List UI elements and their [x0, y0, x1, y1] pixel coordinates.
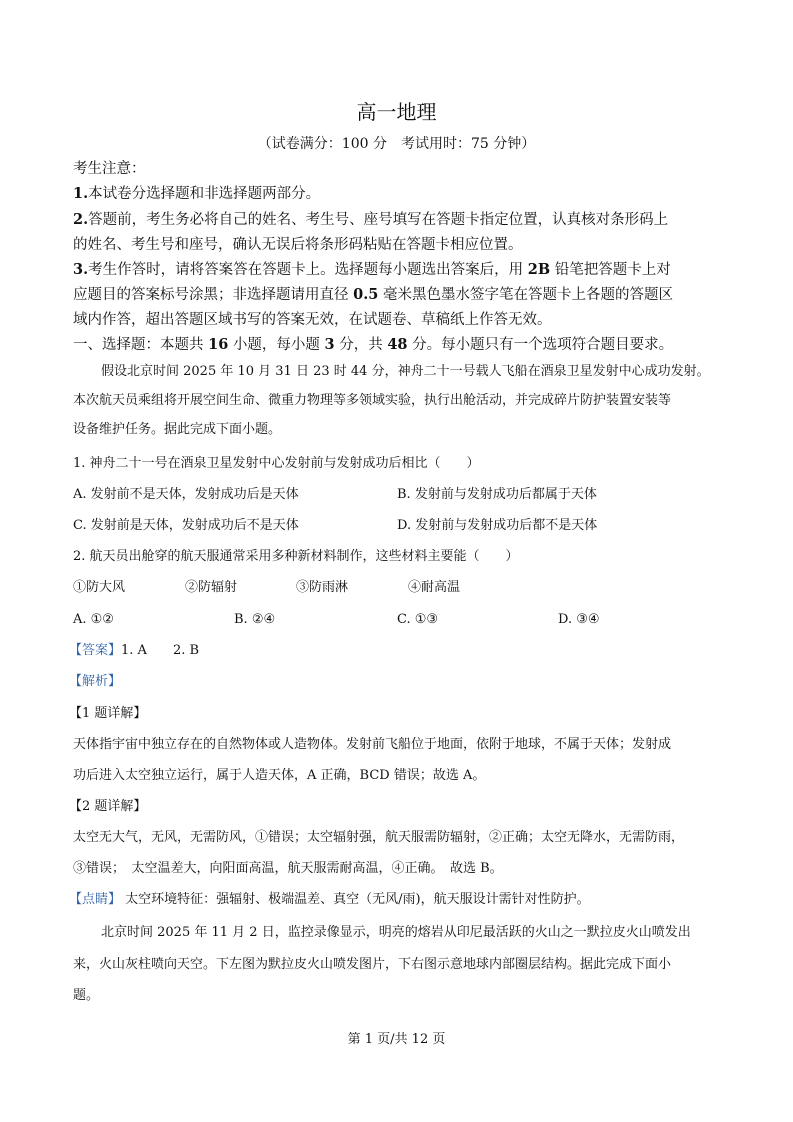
section-text: 分，共	[334, 337, 388, 353]
passage-line: 设备维护任务。据此完成下面小题。	[73, 422, 282, 437]
notice-text: 考生作答时，请将答案答在答题卡上。选择题每小题选出答案后，用	[88, 262, 528, 278]
notice-item-3	[73, 260, 671, 280]
question-2-stem: 2. 航天员出舱穿的航天服通常采用多种新材料制作，这些材料主要能（ ）	[73, 549, 519, 564]
notice-item-1	[73, 184, 320, 204]
passage-line: 本次航天员乘组将开展空间生命、微重力物理等多领域实验，执行出舱活动，并完成碎片防护装置安装等	[73, 393, 672, 408]
detail-2-label: 【2 题详解】	[69, 799, 147, 814]
question-2-item: ④耐高温	[408, 580, 461, 595]
notice-emph: 2B	[527, 261, 551, 278]
notice-number: 2.	[73, 211, 89, 228]
notice-text: 应题目的答案标号涂黑；非选择题请用直径	[73, 287, 354, 303]
question-1-option-c: C. 发射前是天体，发射成功后不是天体	[73, 518, 299, 533]
question-2-option-c: C. ①③	[397, 612, 439, 627]
analysis-label: 【解析】	[69, 674, 122, 689]
passage-line: 题。	[73, 988, 100, 1003]
answer-line	[69, 641, 199, 661]
question-1-option-b: B. 发射前与发射成功后都属于天体	[397, 487, 597, 502]
section-text: 一、选择题：本题共	[73, 337, 209, 353]
section-text: 分。每小题只有一个选项符合题目要求。	[407, 337, 674, 353]
page-title: 高一地理	[356, 100, 437, 124]
question-2-option-b: B. ②④	[234, 612, 276, 627]
question-2-item: ②防辐射	[185, 580, 238, 595]
question-2-option-a: A. ①②	[73, 612, 114, 627]
notice-emph: 0.5	[353, 286, 379, 303]
section-num: 16	[208, 336, 229, 353]
question-1-option-d: D. 发射前与发射成功后都不是天体	[397, 518, 598, 533]
section-text: 小题，每小题	[228, 337, 325, 353]
tip-text: 太空环境特征：强辐射、极端温差、真空（无风/雨)，航天服设计需针对性防护。	[121, 892, 590, 907]
passage-line: 假设北京时间 2025 年 10 月 31 日 23 时 44 分，神舟二十一号载人飞船在酒泉卫星发射中心成功发射。	[101, 364, 710, 379]
notice-number: 1.	[73, 185, 89, 202]
question-2-item: ①防大风	[73, 580, 126, 595]
notice-heading: 考生注意：	[73, 161, 146, 177]
notice-item-3-cont	[73, 285, 673, 305]
notice-text: 毫米黑色墨水签字笔在答题卡上各题的答题区	[378, 287, 673, 303]
notice-item-3-cont: 域内作答，超出答题区域书写的答案无效，在试题卷、草稿纸上作答无效。	[73, 312, 552, 328]
tip-label: 【点睛】	[69, 892, 122, 907]
passage-line: 北京时间 2025 年 11 月 2 日，监控录像显示，明亮的熔岩从印尼最活跃的火山之一默拉皮火山喷发出	[101, 925, 691, 940]
answer-text: 1. A 2. B	[121, 643, 200, 658]
detail-2-text: 太空无大气，无风，无需防风，①错误；太空辐射强，航天服需防辐射，②正确；太空无降水，无需防雨，	[73, 830, 685, 845]
notice-number: 3.	[73, 261, 89, 278]
detail-1-label: 【1 题详解】	[69, 706, 147, 721]
notice-text: 铅笔把答题卡上对	[550, 262, 671, 278]
section-heading	[73, 335, 673, 355]
question-2-option-d: D. ③④	[558, 612, 600, 627]
question-1-stem: 1. 神舟二十一号在酒泉卫星发射中心发射前与发射成功后相比（ ）	[73, 456, 480, 471]
notice-text: 答题前，考生务必将自己的姓名、考生号、座号填写在答题卡指定位置，认真核对条形码上	[88, 212, 669, 228]
notice-item-2	[73, 210, 668, 230]
detail-2-text: ③错误； 太空温差大，向阳面高温，航天服需耐高温，④正确。 故选 B。	[73, 861, 503, 876]
passage-line: 来，火山灰柱喷向天空。下左图为默拉皮火山喷发图片，下右图示意地球内部圈层结构。据此完成下面小	[73, 957, 672, 972]
notice-text: 本试卷分选择题和非选择题两部分。	[88, 186, 321, 202]
section-num: 48	[387, 336, 408, 353]
detail-1-text: 天体指宇宙中独立存在的自然物体或人造物体。发射前飞船位于地面，依附于地球，不属于天体；发射成	[73, 737, 672, 752]
exam-info: （试卷满分：100 分 考试用时：75 分钟）	[257, 136, 536, 152]
answer-label: 【答案】	[69, 643, 122, 658]
tip-line	[69, 890, 590, 910]
question-2-item: ③防雨淋	[296, 580, 349, 595]
notice-item-2-cont: 的姓名、考生号和座号，确认无误后将条形码粘贴在答题卡相应位置。	[73, 237, 523, 253]
section-num: 3	[324, 336, 335, 353]
page-footer: 第 1 页/共 12 页	[347, 1032, 446, 1047]
question-1-option-a: A. 发射前不是天体，发射成功后是天体	[73, 487, 299, 502]
detail-1-text: 功后进入太空独立运行，属于人造天体，A 正确，BCD 错误；故选 A。	[73, 768, 486, 783]
